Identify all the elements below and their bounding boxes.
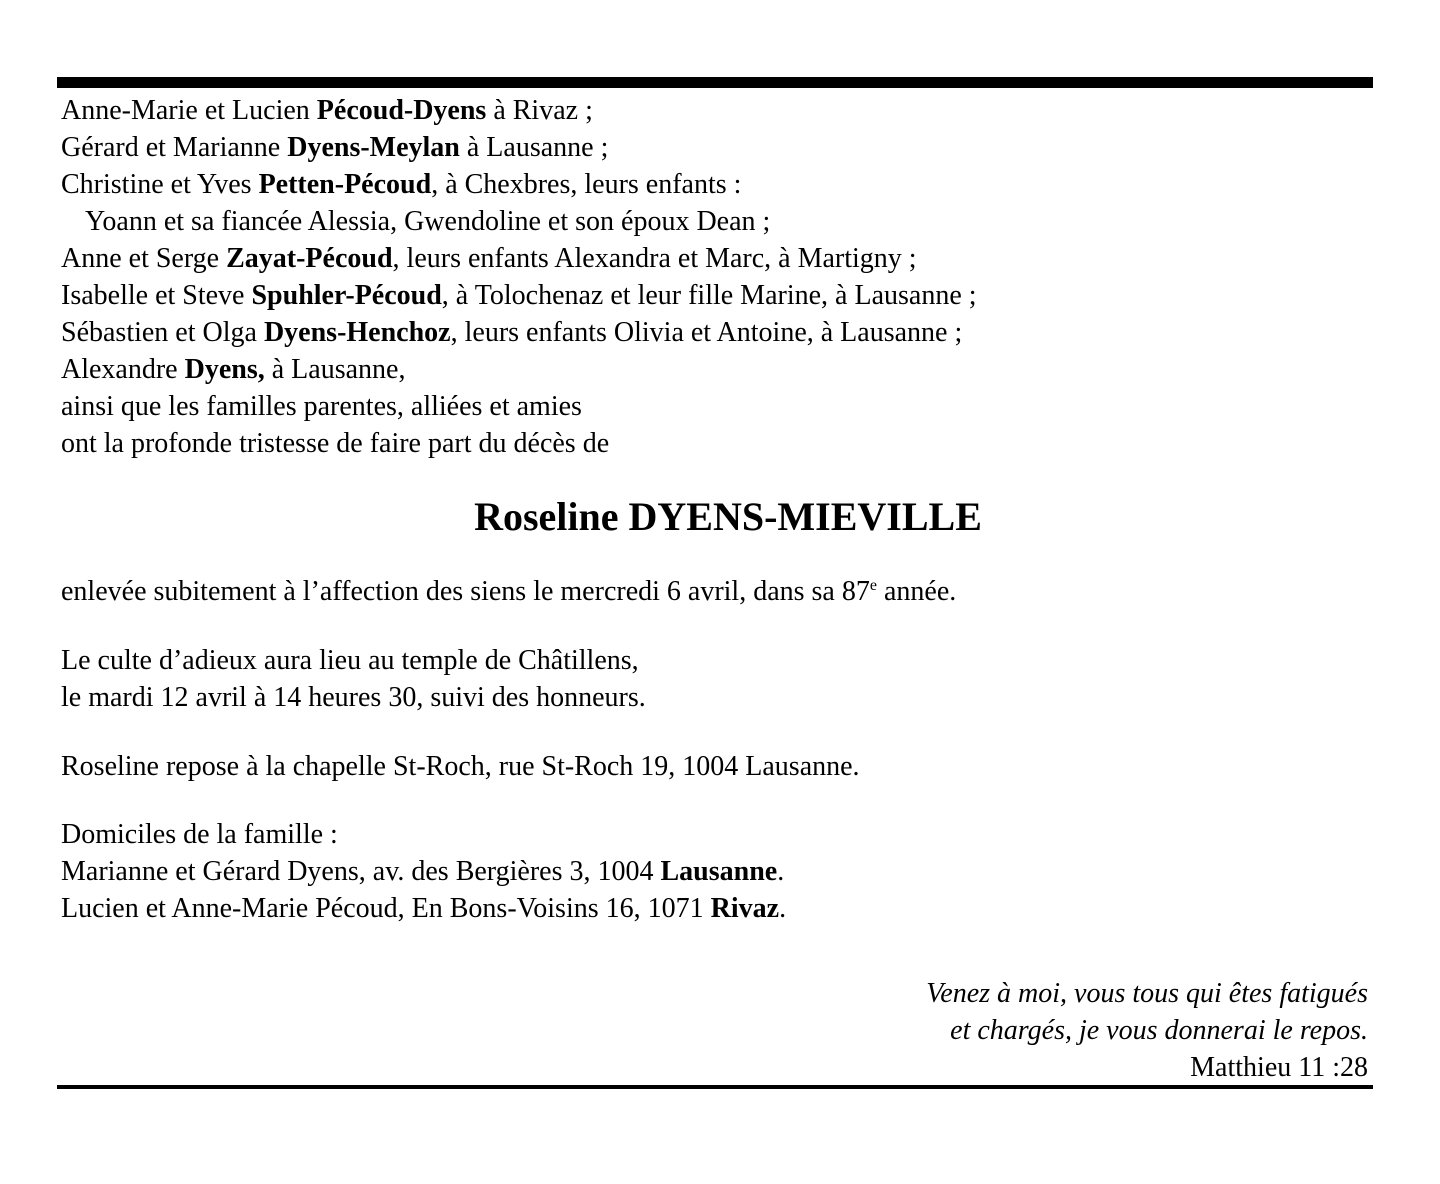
family-list: [61, 92, 977, 462]
family-line-7: Sébastien et Olga Dyens-Henchoz, leurs enfants Olivia et Antoine, à Lausanne ;: [61, 317, 963, 348]
family-line-5: Anne et Serge Zayat-Pécoud, leurs enfants Alexandra et Marc, à Martigny ;: [61, 243, 917, 274]
resting-line: Roseline repose à la chapelle St-Roch, rue St-Roch 19, 1004 Lausanne.: [61, 751, 860, 782]
ceremony-line-1: Le culte d’adieux aura lieu au temple de Châtillens,: [61, 645, 639, 676]
family-line-3: Christine et Yves Petten-Pécoud, à Chexbres, leurs enfants :: [61, 169, 742, 200]
death-notice-line: enlevée subitement à l’affection des siens le mercredi 6 avril, dans sa 87e année.: [61, 576, 957, 607]
family-line-9: ainsi que les familles parentes, alliées et amies: [61, 391, 582, 422]
family-line-4: Yoann et sa fiancée Alessia, Gwendoline et son époux Dean ;: [85, 206, 771, 237]
family-line-2: Gérard et Marianne Dyens-Meylan à Lausanne ;: [61, 132, 609, 163]
death-notice: [61, 573, 956, 610]
top-rule: [57, 77, 1373, 88]
quote-reference: Matthieu 11 :28: [1190, 1052, 1368, 1083]
domicile-entry-2: Lucien et Anne-Marie Pécoud, En Bons-Voisins 16, 1071 Rivaz.: [61, 893, 787, 924]
family-line-8: Alexandre Dyens, à Lausanne,: [61, 354, 406, 385]
quote-line-2: et chargés, je vous donnerai le repos.: [950, 1015, 1368, 1046]
family-line-6: Isabelle et Steve Spuhler-Pécoud, à Tolochenaz et leur fille Marine, à Lausanne ;: [61, 280, 977, 311]
domicile-entry-1: Marianne et Gérard Dyens, av. des Bergières 3, 1004 Lausanne.: [61, 856, 785, 887]
quote-line-1: Venez à moi, vous tous qui êtes fatigués: [926, 978, 1368, 1009]
ordinal-suffix: e: [869, 577, 877, 594]
family-line-1: Anne-Marie et Lucien Pécoud-Dyens à Rivaz ;: [61, 95, 593, 126]
resting-place: [61, 748, 860, 785]
deceased-name: Roseline DYENS-MIEVILLE: [474, 494, 982, 539]
ceremony-info: [61, 642, 646, 716]
bottom-rule: [57, 1085, 1373, 1089]
ceremony-line-2: le mardi 12 avril à 14 heures 30, suivi des honneurs.: [61, 682, 646, 713]
bible-quote: [926, 975, 1368, 1086]
domiciles: [61, 816, 786, 927]
family-line-10: ont la profonde tristesse de faire part du décès de: [61, 428, 610, 459]
domiciles-heading: Domiciles de la famille :: [61, 819, 338, 850]
